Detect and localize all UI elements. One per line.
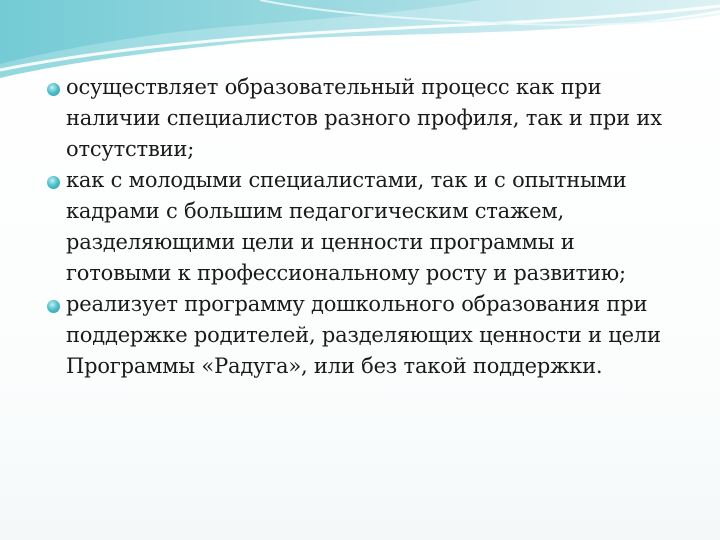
bullet-icon <box>47 176 60 189</box>
bullet-icon <box>47 83 60 96</box>
bullet-icon <box>47 300 60 313</box>
bullet-text: как с молодыми специалистами, так и с опытными кадрами с большим педагогическим стажем, разделяющими цели и ценности программы и готовыми к профессиональному росту и развитию; <box>66 168 627 285</box>
bullet-list <box>44 72 672 382</box>
bullet-item-1 <box>44 72 672 165</box>
bullet-item-2 <box>44 165 672 289</box>
bullet-item-3 <box>44 289 672 382</box>
bullet-text: реализует программу дошкольного образования при поддержке родителей, разделяющих ценности и цели Программы «Радуга», или без такой поддержки. <box>66 292 661 378</box>
bullet-text: осуществляет образовательный процесс как при наличии специалистов разного профиля, так и при их отсутствии; <box>66 75 662 161</box>
